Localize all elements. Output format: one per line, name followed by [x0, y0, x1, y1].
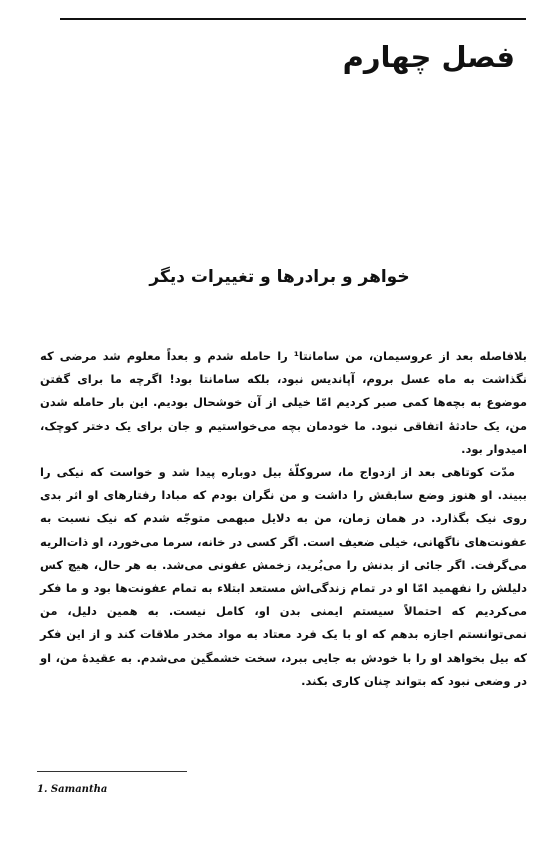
footnote: 1. Samantha [37, 784, 108, 795]
footnote-rule [37, 771, 187, 772]
paragraph-1: بلافاصله بعد از عروسیمان، من سامانتا¹ را حامله شدم و بعداً معلوم شد مرضی که نگذاشت به ماه عسل بروم، آپاندیس نبود، بلکه سامانتا بود! اگرچه ما برای گفتن موضوع به بچه‌ها کمی صبر کردیم امّا خیلی از آن خوشحال بودیم. این بار حامله شدن من، یک حادثهٔ اتفاقی نبود. ما خودمان بچه می‌خواستیم و جان برای یک دختر کوچک، امیدوار بود. [40, 349, 528, 456]
body-text [40, 345, 527, 693]
chapter-header-rule [60, 18, 526, 20]
section-title: خواهر و برادرها و تغییرات دیگر [149, 267, 410, 287]
chapter-title: فصل چهارم [342, 40, 515, 74]
paragraph-2: مدّت کوتاهی بعد از ازدواج ما، سروکلّهٔ بیل دوباره پیدا شد و خواست که نیکی را ببیند. او هنوز وضع سابقش را داشت و من نگران بودم که مبادا رفتارهای او اثر بدی روی نیک بگذارد. در همان زمان، من به دلایل مبهمی متوجّه شدم که نیک نسبت به عفونت‌های ناگهانی، خیلی ضعیف است. اگر کسی در خانه، سرما می‌خورد، او ذات‌الریه می‌گرفت. اگر جائی از بدنش را می‌بُرید، زخمش عفونی می‌شد. به هر حال، هیچ کس دلیلش را نفهمید امّا او در تمام زندگی‌اش مستعد ابتلاء به تمام عفونت‌ها بود و ما فکر می‌کردیم که احتمالاً سیستم ایمنی بدن او، کامل نیست. به همین دلیل، من نمی‌توانستم اجازه بدهم که او با یک فرد معتاد به مواد مخدر ملاقات کند و از این فکر که بیل بخواهد او را با خودش به جایی ببرد، سخت خشمگین می‌شدم. به عقیدهٔ من، او در وضعی نبود که بتواند چنان کاری بکند. [40, 465, 527, 688]
